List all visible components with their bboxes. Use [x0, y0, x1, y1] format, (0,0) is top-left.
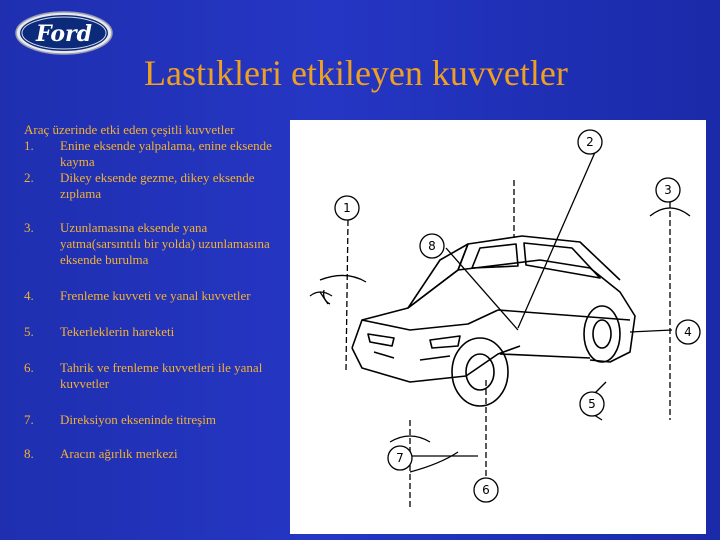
callout-label-3: 3 — [664, 183, 672, 197]
callout-label-6: 6 — [482, 483, 490, 497]
list-item — [24, 288, 290, 304]
callout-label-5: 5 — [588, 397, 596, 411]
list-item — [24, 220, 290, 268]
item-text: Tahrik ve frenleme kuvvetleri ile yanal kuvvetler — [60, 360, 263, 391]
list-item — [24, 170, 290, 202]
item-text: Tekerleklerin hareketi — [60, 324, 175, 339]
item-text: Uzunlamasına eksende yana yatma(sarsıntılı bir yolda) uzunlamasına eksende burulma — [60, 220, 270, 267]
callout-label-4: 4 — [684, 325, 692, 339]
item-text: Direksiyon ekseninde titreşim — [60, 412, 216, 427]
forces-list — [24, 122, 290, 462]
list-item — [24, 412, 290, 428]
list-item — [24, 446, 290, 462]
page-title: Lastıkleri etkileyen kuvvetler — [144, 53, 568, 93]
item-number: 6. — [24, 360, 34, 375]
item-text: Frenleme kuvveti ve yanal kuvvetler — [60, 288, 251, 303]
item-text: Dikey eksende gezme, dikey eksende zıplama — [60, 170, 255, 201]
list-item — [24, 138, 290, 170]
callout-label-2: 2 — [586, 135, 594, 149]
ford-logo — [14, 10, 114, 56]
item-number: 8. — [24, 446, 34, 461]
callout-label-7: 7 — [396, 451, 404, 465]
item-number: 4. — [24, 288, 34, 303]
item-number: 5. — [24, 324, 34, 339]
callout-label-8: 8 — [428, 239, 436, 253]
callout-label-1: 1 — [343, 201, 351, 215]
item-number: 1. — [24, 138, 34, 153]
item-text: Enine eksende yalpalama, enine eksende kayma — [60, 138, 272, 169]
item-number: 3. — [24, 220, 34, 235]
item-number: 2. — [24, 170, 34, 185]
intro-text: Araç üzerinde etki eden çeşitli kuvvetler — [24, 122, 235, 137]
item-number: 7. — [24, 412, 34, 427]
logo-text: Ford — [35, 21, 93, 47]
list-item — [24, 360, 290, 392]
car-outline-icon — [352, 236, 635, 406]
car-force-diagram — [290, 120, 706, 534]
list-item — [24, 324, 290, 340]
item-text: Aracın ağırlık merkezi — [60, 446, 178, 461]
